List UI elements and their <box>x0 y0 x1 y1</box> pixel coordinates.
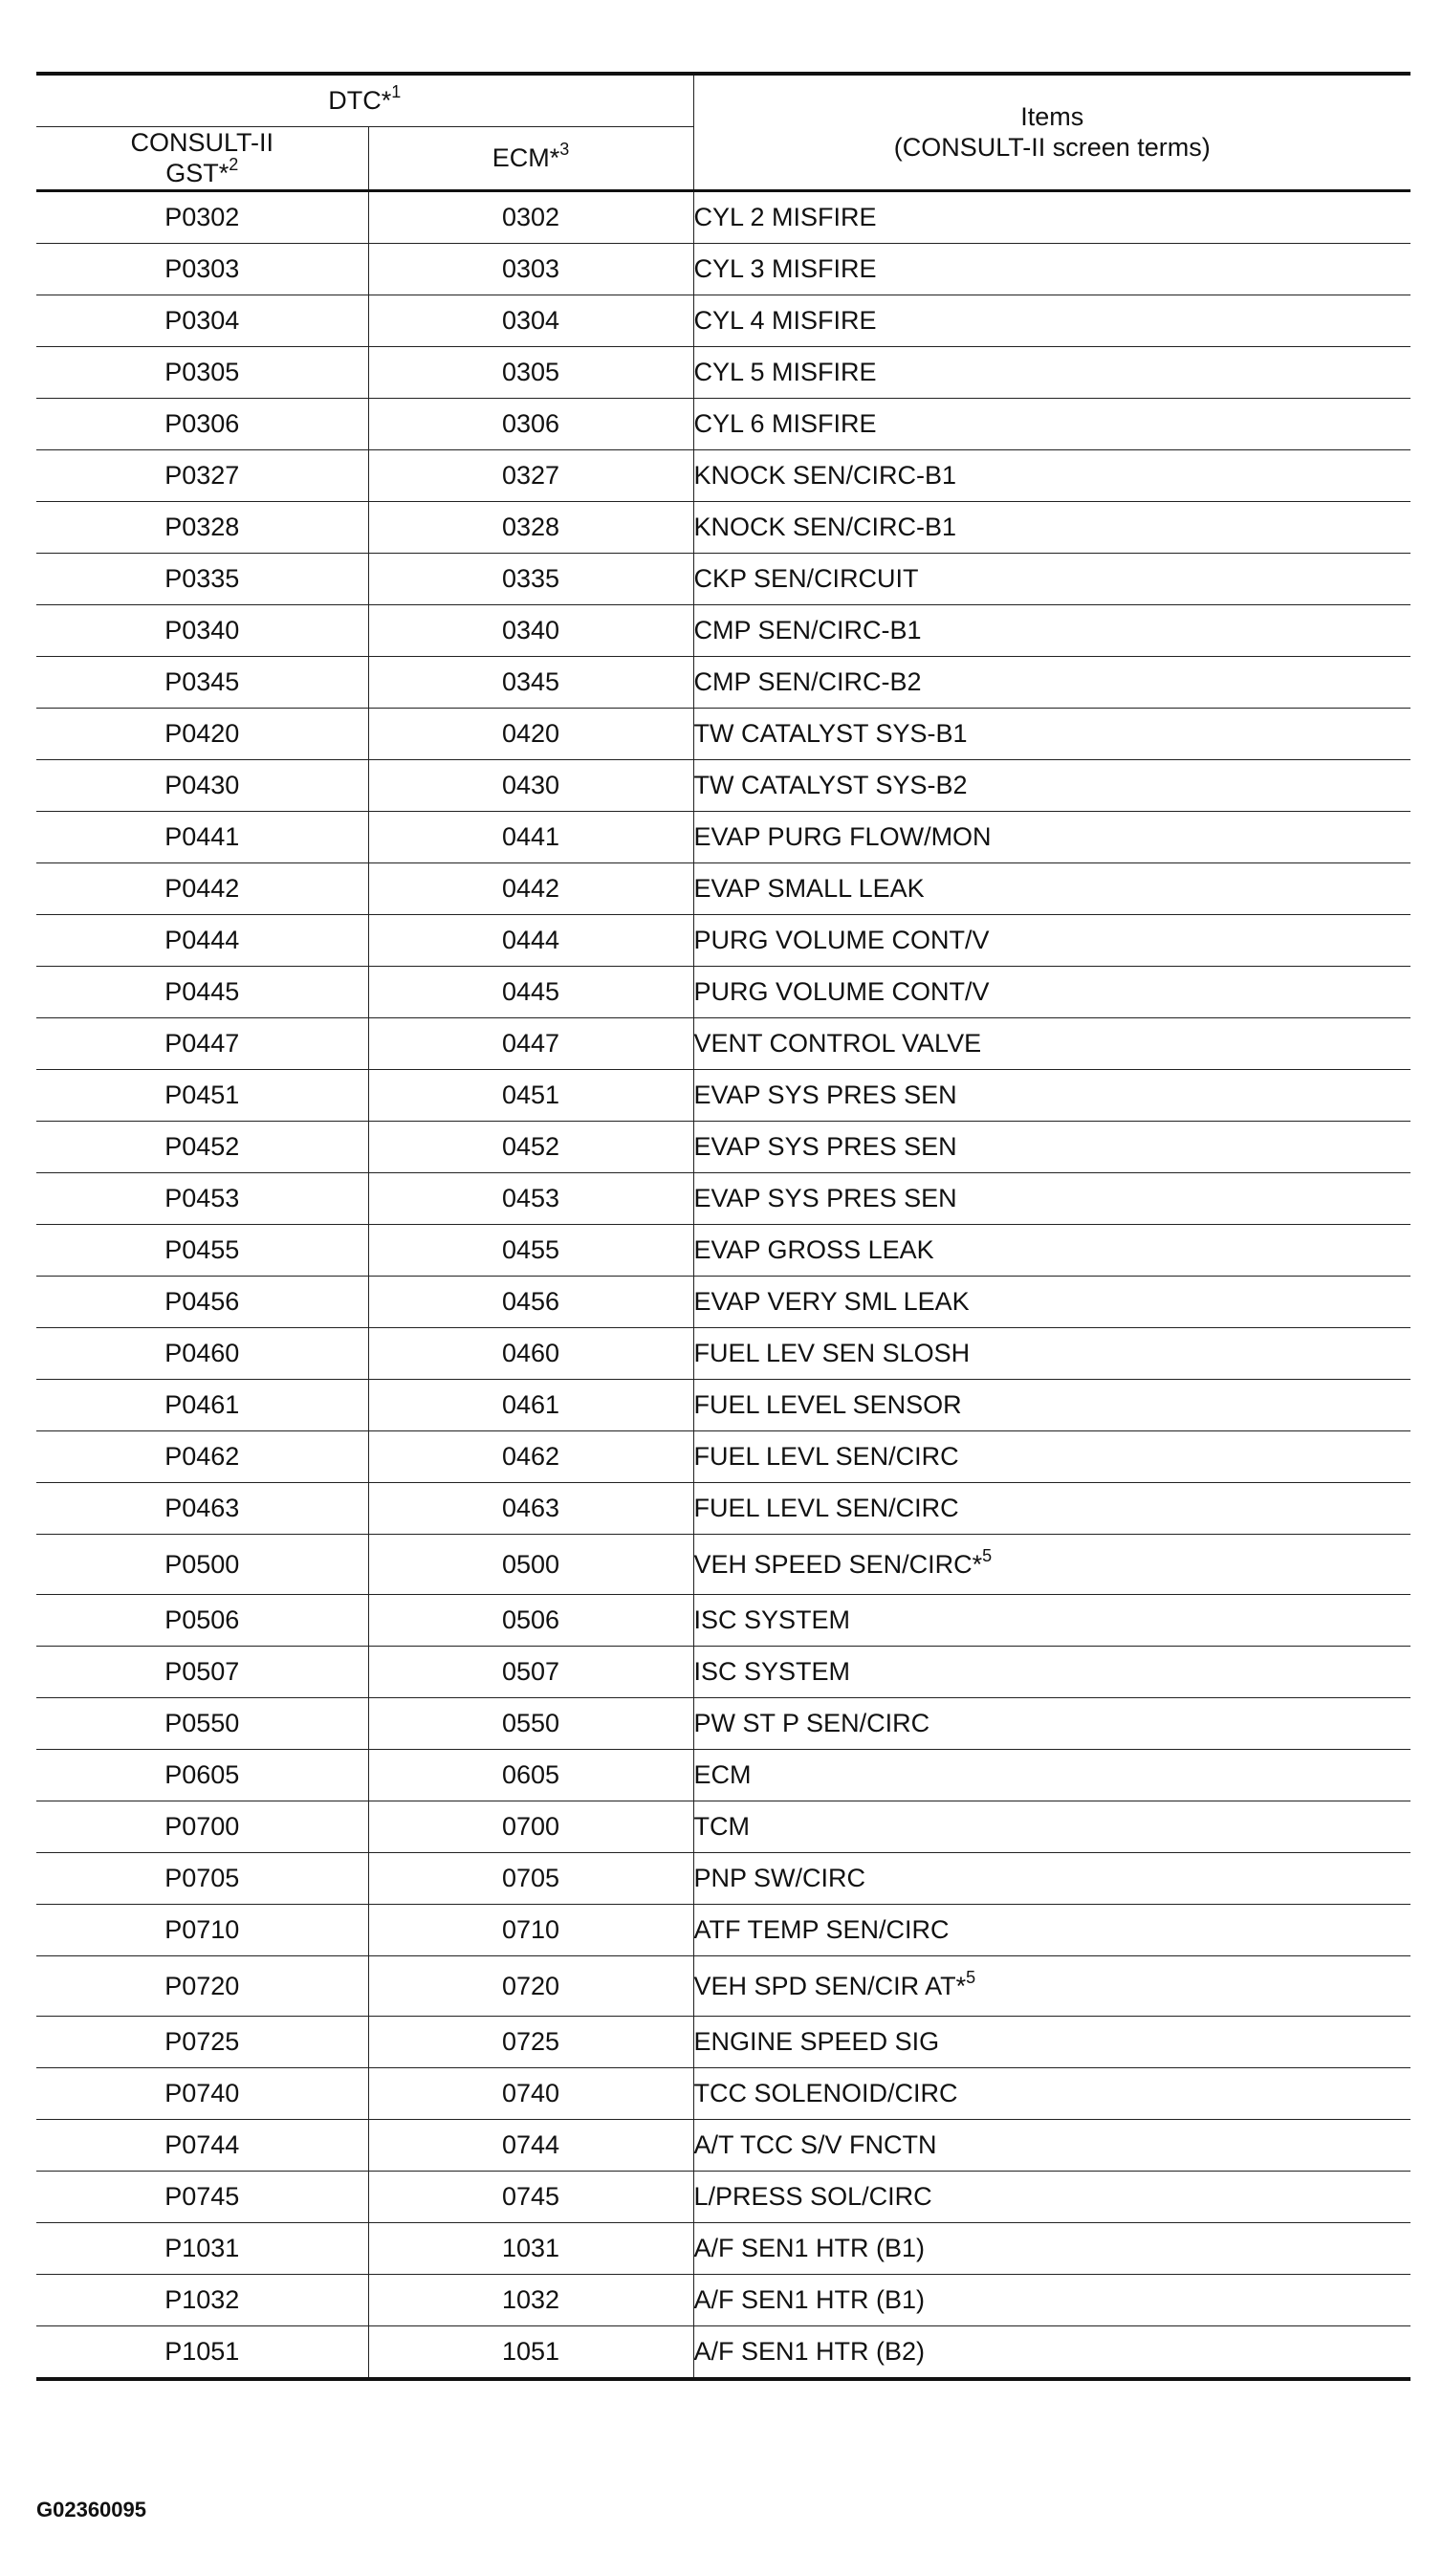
item-cell <box>693 346 1410 398</box>
item-cell <box>693 2119 1410 2171</box>
dtc-header-label: DTC* <box>328 86 392 116</box>
item-cell <box>693 1069 1410 1121</box>
items-header <box>693 74 1410 190</box>
gst-code-cell: P0506 <box>36 1594 368 1646</box>
table-row <box>36 708 1410 759</box>
ecm-code-cell: 0744 <box>368 2119 693 2171</box>
table-row <box>36 553 1410 604</box>
item-text: A/F SEN1 HTR (B1) <box>693 2285 926 2315</box>
table-row <box>36 656 1410 708</box>
item-cell <box>693 449 1410 501</box>
gst-code-cell: P0745 <box>36 2171 368 2222</box>
item-cell <box>693 553 1410 604</box>
gst-code-cell: P0327 <box>36 449 368 501</box>
ecm-code-cell: 1031 <box>368 2222 693 2274</box>
item-text: EVAP SYS PRES SEN <box>693 1184 957 1213</box>
ecm-code-cell: 0306 <box>368 398 693 449</box>
ecm-code-cell: 0447 <box>368 1017 693 1069</box>
item-text: EVAP PURG FLOW/MON <box>693 822 992 852</box>
table-body <box>36 190 1410 2379</box>
table-row <box>36 1749 1410 1801</box>
table-row <box>36 398 1410 449</box>
gst-code-cell: P0605 <box>36 1749 368 1801</box>
item-cell <box>693 1646 1410 1697</box>
gst-code-cell: P1032 <box>36 2274 368 2325</box>
ecm-code-cell: 0455 <box>368 1224 693 1276</box>
ecm-code-cell: 0740 <box>368 2067 693 2119</box>
item-text: CYL 6 MISFIRE <box>693 409 877 439</box>
gst-footnote-mark: 2 <box>229 155 239 175</box>
item-cell <box>693 1017 1410 1069</box>
table-row <box>36 2016 1410 2067</box>
item-text: TCM <box>693 1812 750 1842</box>
ecm-code-cell: 0456 <box>368 1276 693 1327</box>
gst-code-cell: P1031 <box>36 2222 368 2274</box>
gst-code-cell: P0725 <box>36 2016 368 2067</box>
ecm-code-cell: 0328 <box>368 501 693 553</box>
item-cell <box>693 1276 1410 1327</box>
ecm-code-cell: 0430 <box>368 759 693 811</box>
ecm-code-cell: 0605 <box>368 1749 693 1801</box>
item-text: CYL 4 MISFIRE <box>693 306 877 336</box>
item-footnote-mark: 5 <box>966 1967 976 1987</box>
item-cell <box>693 1749 1410 1801</box>
gst-code-cell: P0710 <box>36 1904 368 1955</box>
item-cell <box>693 914 1410 966</box>
item-text: ISC SYSTEM <box>693 1605 851 1635</box>
item-cell <box>693 862 1410 914</box>
item-cell <box>693 1801 1410 1852</box>
item-cell <box>693 1955 1410 2016</box>
item-text: ATF TEMP SEN/CIRC <box>693 1915 950 1945</box>
item-cell <box>693 708 1410 759</box>
table-row <box>36 914 1410 966</box>
ecm-code-cell: 0444 <box>368 914 693 966</box>
item-cell <box>693 243 1410 295</box>
gst-code-cell: P0444 <box>36 914 368 966</box>
item-text: VENT CONTROL VALVE <box>693 1029 982 1059</box>
table-row <box>36 2067 1410 2119</box>
ecm-footnote-mark: 3 <box>559 140 570 160</box>
table-row <box>36 2119 1410 2171</box>
table-row <box>36 295 1410 346</box>
item-text: EVAP SYS PRES SEN <box>693 1132 957 1162</box>
table-row <box>36 1955 1410 2016</box>
item-text: EVAP GROSS LEAK <box>693 1235 934 1265</box>
ecm-code-cell: 0461 <box>368 1379 693 1430</box>
ecm-header-label: ECM* <box>492 143 560 173</box>
gst-code-cell: P0453 <box>36 1172 368 1224</box>
gst-code-cell: P0507 <box>36 1646 368 1697</box>
gst-code-cell: P0455 <box>36 1224 368 1276</box>
table-row <box>36 1172 1410 1224</box>
ecm-code-cell: 0507 <box>368 1646 693 1697</box>
ecm-code-cell: 0340 <box>368 604 693 656</box>
table-row <box>36 2325 1410 2379</box>
gst-header-label: GST* <box>165 159 230 188</box>
table-row <box>36 604 1410 656</box>
figure-id: G02360095 <box>36 2498 146 2521</box>
ecm-code-cell: 0305 <box>368 346 693 398</box>
item-cell <box>693 604 1410 656</box>
table-row <box>36 1430 1410 1482</box>
ecm-code-cell: 0745 <box>368 2171 693 2222</box>
item-cell <box>693 656 1410 708</box>
items-header-subtitle: (CONSULT-II screen terms) <box>893 133 1211 163</box>
item-cell <box>693 2325 1410 2379</box>
ecm-code-cell: 0550 <box>368 1697 693 1749</box>
item-cell <box>693 190 1410 243</box>
item-text: PURG VOLUME CONT/V <box>693 977 990 1007</box>
item-cell <box>693 1697 1410 1749</box>
table-row <box>36 2274 1410 2325</box>
gst-code-cell: P0304 <box>36 295 368 346</box>
ecm-code-cell: 1051 <box>368 2325 693 2379</box>
ecm-code-cell: 0442 <box>368 862 693 914</box>
item-cell <box>693 1379 1410 1430</box>
table-row <box>36 1379 1410 1430</box>
gst-code-cell: P0303 <box>36 243 368 295</box>
item-cell <box>693 966 1410 1017</box>
item-cell <box>693 2016 1410 2067</box>
item-text: EVAP SYS PRES SEN <box>693 1081 957 1110</box>
table-row <box>36 1327 1410 1379</box>
item-cell <box>693 2274 1410 2325</box>
dtc-footnote-mark: 1 <box>391 82 402 102</box>
gst-code-cell: P0720 <box>36 1955 368 2016</box>
table-row <box>36 1646 1410 1697</box>
item-cell <box>693 501 1410 553</box>
table-row <box>36 1904 1410 1955</box>
item-text: KNOCK SEN/CIRC-B1 <box>693 461 957 491</box>
table-row <box>36 449 1410 501</box>
gst-code-cell: P0430 <box>36 759 368 811</box>
item-cell <box>693 1224 1410 1276</box>
ecm-code-cell: 0725 <box>368 2016 693 2067</box>
gst-code-cell: P0302 <box>36 190 368 243</box>
item-text: ENGINE SPEED SIG <box>693 2027 940 2057</box>
item-text: FUEL LEVEL SENSOR <box>693 1390 962 1420</box>
item-cell <box>693 811 1410 862</box>
gst-code-cell: P0328 <box>36 501 368 553</box>
item-text: CYL 3 MISFIRE <box>693 254 877 284</box>
item-cell <box>693 295 1410 346</box>
dtc-header <box>36 74 693 127</box>
ecm-code-cell: 0506 <box>368 1594 693 1646</box>
table-row <box>36 1017 1410 1069</box>
item-cell <box>693 1327 1410 1379</box>
item-text: TW CATALYST SYS-B1 <box>693 719 968 749</box>
table-row <box>36 1069 1410 1121</box>
table-row <box>36 1594 1410 1646</box>
table-row <box>36 243 1410 295</box>
item-text: KNOCK SEN/CIRC-B1 <box>693 513 957 542</box>
ecm-code-cell: 0445 <box>368 966 693 1017</box>
item-cell <box>693 1904 1410 1955</box>
table-row <box>36 1534 1410 1594</box>
item-text: EVAP SMALL LEAK <box>693 874 925 904</box>
gst-code-cell: P0345 <box>36 656 368 708</box>
gst-code-cell: P0452 <box>36 1121 368 1172</box>
item-cell <box>693 2171 1410 2222</box>
gst-code-cell: P0705 <box>36 1852 368 1904</box>
item-text: L/PRESS SOL/CIRC <box>693 2182 932 2212</box>
ecm-code-cell: 0500 <box>368 1534 693 1594</box>
item-cell <box>693 1121 1410 1172</box>
ecm-code-cell: 0720 <box>368 1955 693 2016</box>
table-row <box>36 759 1410 811</box>
item-text: CMP SEN/CIRC-B2 <box>693 667 922 697</box>
table-header <box>36 74 1410 190</box>
item-text: A/T TCC S/V FNCTN <box>693 2130 937 2160</box>
table-row <box>36 1852 1410 1904</box>
item-text: CYL 2 MISFIRE <box>693 203 877 232</box>
gst-code-cell: P0441 <box>36 811 368 862</box>
item-cell <box>693 759 1410 811</box>
gst-code-cell: P0500 <box>36 1534 368 1594</box>
item-cell <box>693 398 1410 449</box>
table-row <box>36 2171 1410 2222</box>
gst-code-cell: P0456 <box>36 1276 368 1327</box>
table-row <box>36 346 1410 398</box>
item-text: CKP SEN/CIRCUIT <box>693 564 919 594</box>
item-text: ECM <box>693 1760 752 1790</box>
item-text: FUEL LEVL SEN/CIRC <box>693 1442 959 1472</box>
item-text: TW CATALYST SYS-B2 <box>693 771 968 800</box>
item-text: PW ST P SEN/CIRC <box>693 1709 930 1738</box>
ecm-code-cell: 0451 <box>368 1069 693 1121</box>
ecm-code-cell: 0705 <box>368 1852 693 1904</box>
ecm-header <box>368 127 693 191</box>
item-text: VEH SPEED SEN/CIRC* <box>693 1549 983 1579</box>
gst-code-cell: P0740 <box>36 2067 368 2119</box>
consult-header-label: CONSULT-II <box>130 128 273 157</box>
item-text: ISC SYSTEM <box>693 1657 851 1687</box>
dtc-table <box>36 72 1410 2381</box>
gst-code-cell: P0461 <box>36 1379 368 1430</box>
table-row <box>36 1482 1410 1534</box>
item-text: CYL 5 MISFIRE <box>693 358 877 387</box>
gst-code-cell: P0442 <box>36 862 368 914</box>
ecm-code-cell: 0700 <box>368 1801 693 1852</box>
items-header-title: Items <box>1020 102 1084 131</box>
table-row <box>36 1276 1410 1327</box>
item-cell <box>693 1594 1410 1646</box>
item-text: A/F SEN1 HTR (B2) <box>693 2337 926 2367</box>
ecm-code-cell: 0462 <box>368 1430 693 1482</box>
ecm-code-cell: 0304 <box>368 295 693 346</box>
ecm-code-cell: 0303 <box>368 243 693 295</box>
table-row <box>36 2222 1410 2274</box>
table-row <box>36 1801 1410 1852</box>
table-row <box>36 966 1410 1017</box>
gst-code-cell: P0335 <box>36 553 368 604</box>
gst-code-cell: P0306 <box>36 398 368 449</box>
ecm-code-cell: 0420 <box>368 708 693 759</box>
gst-code-cell: P0462 <box>36 1430 368 1482</box>
table-row <box>36 811 1410 862</box>
ecm-code-cell: 0460 <box>368 1327 693 1379</box>
gst-code-cell: P1051 <box>36 2325 368 2379</box>
ecm-code-cell: 0345 <box>368 656 693 708</box>
item-footnote-mark: 5 <box>982 1545 993 1565</box>
item-cell <box>693 2067 1410 2119</box>
table-row <box>36 862 1410 914</box>
item-text: PURG VOLUME CONT/V <box>693 926 990 955</box>
table-row <box>36 501 1410 553</box>
gst-code-cell: P0305 <box>36 346 368 398</box>
item-text: PNP SW/CIRC <box>693 1864 866 1893</box>
item-cell <box>693 1430 1410 1482</box>
ecm-code-cell: 0441 <box>368 811 693 862</box>
ecm-code-cell: 0453 <box>368 1172 693 1224</box>
consult-gst-header <box>36 127 368 191</box>
ecm-code-cell: 0302 <box>368 190 693 243</box>
item-cell <box>693 1482 1410 1534</box>
gst-code-cell: P0445 <box>36 966 368 1017</box>
ecm-code-cell: 0452 <box>368 1121 693 1172</box>
ecm-code-cell: 1032 <box>368 2274 693 2325</box>
gst-code-cell: P0700 <box>36 1801 368 1852</box>
gst-code-cell: P0460 <box>36 1327 368 1379</box>
item-text: VEH SPD SEN/CIR AT* <box>693 1971 967 2000</box>
ecm-code-cell: 0710 <box>368 1904 693 1955</box>
ecm-code-cell: 0335 <box>368 553 693 604</box>
item-cell <box>693 1172 1410 1224</box>
gst-code-cell: P0420 <box>36 708 368 759</box>
item-cell <box>693 1852 1410 1904</box>
item-text: A/F SEN1 HTR (B1) <box>693 2234 926 2263</box>
gst-code-cell: P0340 <box>36 604 368 656</box>
table-row <box>36 1224 1410 1276</box>
gst-code-cell: P0550 <box>36 1697 368 1749</box>
item-text: FUEL LEV SEN SLOSH <box>693 1339 971 1368</box>
gst-code-cell: P0463 <box>36 1482 368 1534</box>
item-text: CMP SEN/CIRC-B1 <box>693 616 922 645</box>
gst-code-cell: P0744 <box>36 2119 368 2171</box>
gst-code-cell: P0447 <box>36 1017 368 1069</box>
ecm-code-cell: 0327 <box>368 449 693 501</box>
item-cell <box>693 2222 1410 2274</box>
ecm-code-cell: 0463 <box>368 1482 693 1534</box>
table-row <box>36 190 1410 243</box>
item-cell <box>693 1534 1410 1594</box>
item-text: EVAP VERY SML LEAK <box>693 1287 970 1317</box>
item-text: TCC SOLENOID/CIRC <box>693 2079 958 2108</box>
item-text: FUEL LEVL SEN/CIRC <box>693 1494 959 1523</box>
gst-code-cell: P0451 <box>36 1069 368 1121</box>
table-row <box>36 1121 1410 1172</box>
table-row <box>36 1697 1410 1749</box>
